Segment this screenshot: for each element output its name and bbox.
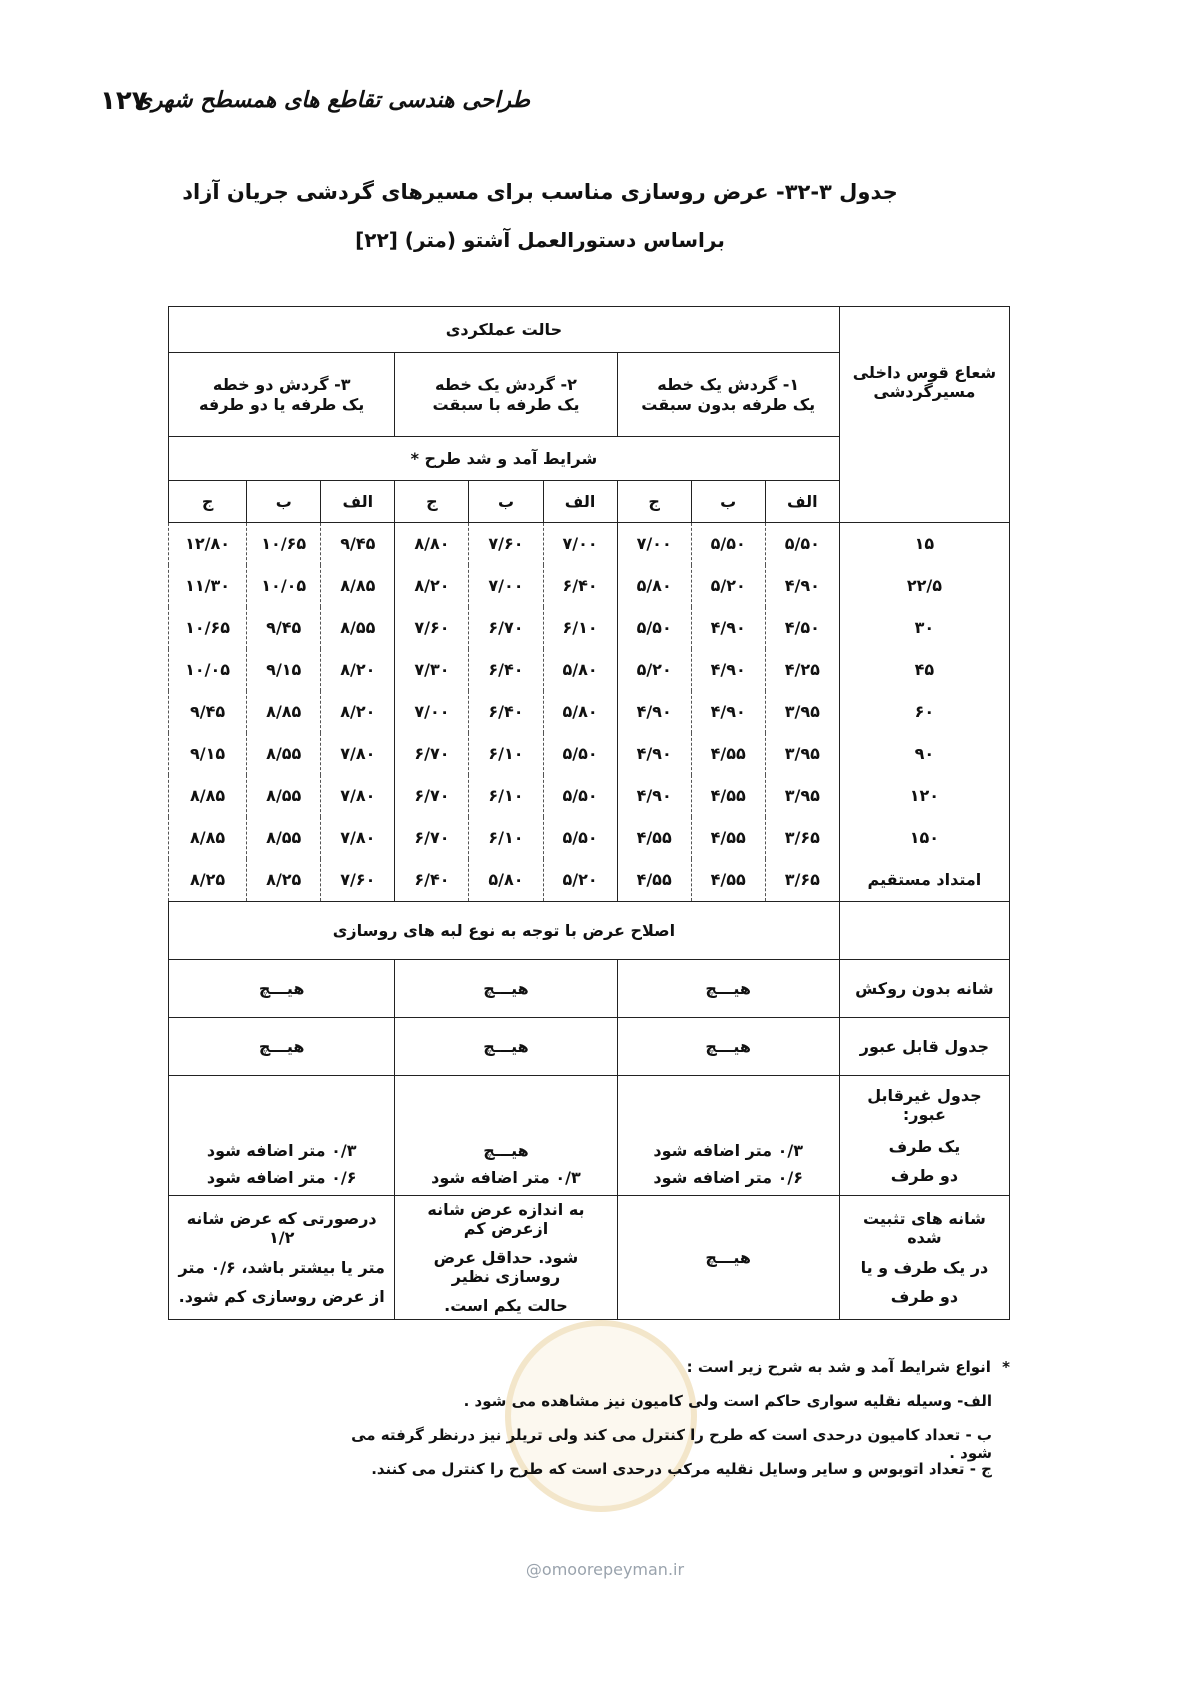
sub-header: ج xyxy=(169,481,247,523)
value-cell: ۸/۵۵ xyxy=(247,817,321,859)
value-cell: ۵/۵۰ xyxy=(765,523,839,566)
radius-cell: ۴۵ xyxy=(839,649,1009,691)
value-cell: ۴/۵۵ xyxy=(691,859,765,902)
value-cell: ۵/۵۰ xyxy=(543,733,617,775)
sub-header: الف xyxy=(321,481,395,523)
cell-line: متر یا بیشتر باشد، ۰/۶ متر xyxy=(178,1257,385,1277)
edge-value: هیـــچ xyxy=(169,1018,395,1076)
value-cell: ۹/۱۵ xyxy=(247,649,321,691)
edge-label: جدول قابل عبور xyxy=(839,1018,1009,1076)
sub-header: ج xyxy=(395,481,469,523)
value-cell: ۸/۸۵ xyxy=(169,775,247,817)
value-cell: ۱۰/۶۵ xyxy=(247,523,321,566)
value-cell: ۷/۰۰ xyxy=(617,523,691,566)
radius-cell: ۳۰ xyxy=(839,607,1009,649)
value-cell: ۶/۴۰ xyxy=(469,649,543,691)
operation-title: حالت عملکردی xyxy=(169,307,840,353)
non-mountable-label xyxy=(839,1076,1009,1196)
radius-cell: ۱۵ xyxy=(839,523,1009,566)
value-cell: ۵/۲۰ xyxy=(691,565,765,607)
value-cell: ۴/۹۰ xyxy=(691,607,765,649)
table-row xyxy=(169,691,1010,733)
value-cell: ۶/۱۰ xyxy=(469,775,543,817)
table-row xyxy=(169,565,1010,607)
value-cell: ۶/۱۰ xyxy=(469,817,543,859)
value-cell: ۶/۷۰ xyxy=(395,775,469,817)
edge-value: هیـــچ xyxy=(395,1018,617,1076)
label-line: دو طرف xyxy=(890,1165,959,1185)
table-row xyxy=(169,649,1010,691)
cell-line: شود. حداقل عرض روسازی نظیر xyxy=(433,1247,579,1287)
cell-line: ۰/۳ متر اضافه شود xyxy=(206,1140,357,1160)
value-cell: ۵/۵۰ xyxy=(543,775,617,817)
value-cell: ۱۰/۰۵ xyxy=(169,649,247,691)
table-row xyxy=(169,607,1010,649)
value-cell: ۸/۲۰ xyxy=(321,649,395,691)
value-cell: ۸/۲۰ xyxy=(395,565,469,607)
stabilized-case-3 xyxy=(169,1196,395,1320)
value-cell: ۹/۴۵ xyxy=(169,691,247,733)
value-cell: ۸/۵۵ xyxy=(247,775,321,817)
value-cell: ۵/۸۰ xyxy=(543,649,617,691)
edge-row xyxy=(169,1018,1010,1076)
cell-line: به اندازه عرض شانه ازعرض کم xyxy=(427,1199,585,1238)
radius-cell: امتداد مستقیم xyxy=(839,859,1009,902)
value-cell: ۳/۹۵ xyxy=(765,733,839,775)
value-cell: ۸/۵۵ xyxy=(247,733,321,775)
value-cell: ۴/۵۵ xyxy=(617,817,691,859)
sub-header: ب xyxy=(469,481,543,523)
value-cell: ۸/۵۵ xyxy=(321,607,395,649)
value-cell: ۶/۱۰ xyxy=(543,607,617,649)
value-cell: ۵/۵۰ xyxy=(691,523,765,566)
radius-cell: ۱۵۰ xyxy=(839,817,1009,859)
value-cell: ۷/۰۰ xyxy=(469,565,543,607)
correction-title: اصلاح عرض با توجه به نوع لبه های روسازی xyxy=(169,902,840,960)
cell-line: از عرض روسازی کم شود. xyxy=(178,1286,385,1306)
value-cell: ۴/۹۰ xyxy=(617,775,691,817)
value-cell: ۳/۶۵ xyxy=(765,817,839,859)
edge-label: شانه بدون روکش xyxy=(839,960,1009,1018)
value-cell: ۳/۹۵ xyxy=(765,691,839,733)
value-cell: ۱۰/۰۵ xyxy=(247,565,321,607)
non-mountable-row xyxy=(169,1076,1010,1196)
case-header-1 xyxy=(617,353,839,437)
footnote-b: ب - تعداد کامیون درحدی است که طرح را کنترل می کند ولی تریلر نیز درنظر گرفته می شود . xyxy=(351,1426,992,1462)
value-cell: ۶/۷۰ xyxy=(469,607,543,649)
value-cell: ۴/۵۵ xyxy=(691,733,765,775)
footnote-intro xyxy=(330,1358,1010,1392)
table-caption-line-2: براساس دستورالعمل آشتو (متر) [۲۲] xyxy=(355,228,725,252)
cell-line: ۰/۳ متر اضافه شود xyxy=(653,1140,803,1160)
stabilized-case-2 xyxy=(395,1196,617,1320)
value-cell: ۷/۳۰ xyxy=(395,649,469,691)
cell-line: ۰/۶ متر اضافه شود xyxy=(653,1167,803,1187)
case-header-2 xyxy=(395,353,617,437)
value-cell: ۹/۴۵ xyxy=(247,607,321,649)
value-cell: ۶/۴۰ xyxy=(395,859,469,902)
value-cell: ۹/۱۵ xyxy=(169,733,247,775)
edge-value: هیـــچ xyxy=(169,960,395,1018)
value-cell: ۴/۵۵ xyxy=(691,817,765,859)
value-cell: ۵/۵۰ xyxy=(617,607,691,649)
cell-line: درصورتی که عرض شانه ۱/۲ xyxy=(186,1209,377,1248)
table-row xyxy=(169,733,1010,775)
value-cell: ۶/۴۰ xyxy=(543,565,617,607)
value-cell: ۴/۵۵ xyxy=(617,859,691,902)
value-cell: ۵/۸۰ xyxy=(617,565,691,607)
stabilized-case-1: هیـــچ xyxy=(617,1196,839,1320)
value-cell: ۵/۵۰ xyxy=(543,817,617,859)
radius-cell: ۶۰ xyxy=(839,691,1009,733)
value-cell: ۷/۸۰ xyxy=(321,817,395,859)
label-line: جدول غیرقابل عبور: xyxy=(867,1086,982,1125)
value-cell: ۵/۲۰ xyxy=(543,859,617,902)
table-caption-line-1: جدول ۳-۳۲- عرض روسازی مناسب برای مسیرهای گردشی جریان آزاد xyxy=(182,180,898,204)
footnote-c: ج - تعداد اتوبوس و سایر وسایل نقلیه مرکب درحدی است که طرح را کنترل می کنند. xyxy=(371,1460,992,1478)
label-line: دو طرف xyxy=(890,1286,959,1306)
value-cell: ۷/۸۰ xyxy=(321,775,395,817)
value-cell: ۹/۴۵ xyxy=(321,523,395,566)
value-cell: ۷/۶۰ xyxy=(469,523,543,566)
sub-header: ب xyxy=(691,481,765,523)
table-row xyxy=(169,859,1010,902)
sub-header: ب xyxy=(247,481,321,523)
value-cell: ۶/۱۰ xyxy=(469,733,543,775)
edge-value: هیـــچ xyxy=(617,960,839,1018)
watermark-site: @omoorepeyman.ir xyxy=(525,1560,685,1579)
footnote-a: الف- وسیله نقلیه سواری حاکم است ولی کامیون نیز مشاهده می شود . xyxy=(463,1392,992,1410)
corner-header xyxy=(839,307,1009,523)
footnote-intro-text: انواع شرایط آمد و شد به شرح زیر است : xyxy=(686,1358,991,1376)
label-line: یک طرف xyxy=(888,1136,961,1156)
value-cell: ۴/۵۵ xyxy=(691,775,765,817)
value-cell: ۴/۹۰ xyxy=(765,565,839,607)
label-line: شانه های تثبیت شده xyxy=(862,1209,986,1248)
case-2-line-1: ۲- گردش یک خطه xyxy=(435,375,577,395)
value-cell: ۵/۸۰ xyxy=(469,859,543,902)
value-cell: ۱۲/۸۰ xyxy=(169,523,247,566)
cell-line: ۰/۶ متر اضافه شود xyxy=(206,1167,357,1187)
non-mountable-case-3 xyxy=(169,1076,395,1196)
value-cell: ۸/۲۵ xyxy=(247,859,321,902)
case-header-3 xyxy=(169,353,395,437)
value-cell: ۶/۴۰ xyxy=(469,691,543,733)
sub-header: الف xyxy=(543,481,617,523)
value-cell: ۴/۹۰ xyxy=(691,691,765,733)
value-cell: ۴/۵۰ xyxy=(765,607,839,649)
sub-header: ج xyxy=(617,481,691,523)
value-cell: ۵/۸۰ xyxy=(543,691,617,733)
footnotes xyxy=(330,1358,1010,1494)
width-table xyxy=(168,306,1010,1320)
cell-line: هیـــچ xyxy=(483,1140,529,1160)
edge-value: هیـــچ xyxy=(395,960,617,1018)
value-cell: ۸/۲۰ xyxy=(321,691,395,733)
case-3-line-1: ۳- گردش دو خطه xyxy=(212,375,351,395)
asterisk-icon: * xyxy=(1002,1358,1010,1376)
page-number: ۱۲۷ xyxy=(100,86,148,116)
value-cell: ۷/۶۰ xyxy=(321,859,395,902)
traffic-conditions-title: شرایط آمد و شد طرح * xyxy=(169,437,840,481)
value-cell: ۱۱/۳۰ xyxy=(169,565,247,607)
radius-cell: ۹۰ xyxy=(839,733,1009,775)
cell-line: ۰/۳ متر اضافه شود xyxy=(431,1167,581,1187)
value-cell: ۴/۹۰ xyxy=(617,733,691,775)
cell-line: حالت یکم است. xyxy=(444,1296,568,1316)
value-cell: ۴/۹۰ xyxy=(617,691,691,733)
edge-row xyxy=(169,960,1010,1018)
value-cell: ۷/۸۰ xyxy=(321,733,395,775)
label-line: در یک طرف و یا xyxy=(860,1257,989,1277)
value-cell: ۸/۸۵ xyxy=(169,817,247,859)
value-cell: ۳/۹۵ xyxy=(765,775,839,817)
value-cell: ۵/۲۰ xyxy=(617,649,691,691)
page-header xyxy=(100,86,530,126)
value-cell: ۷/۶۰ xyxy=(395,607,469,649)
non-mountable-case-2 xyxy=(395,1076,617,1196)
value-cell: ۸/۸۰ xyxy=(395,523,469,566)
sub-header: الف xyxy=(765,481,839,523)
value-cell: ۸/۲۵ xyxy=(169,859,247,902)
value-cell: ۴/۹۰ xyxy=(691,649,765,691)
value-cell: ۷/۰۰ xyxy=(395,691,469,733)
stabilized-row xyxy=(169,1196,1010,1320)
table-row xyxy=(169,817,1010,859)
radius-cell: ۱۲۰ xyxy=(839,775,1009,817)
table-row xyxy=(169,775,1010,817)
blank-cell xyxy=(839,902,1009,960)
value-cell: ۱۰/۶۵ xyxy=(169,607,247,649)
case-2-line-2: یک طرفه با سبقت xyxy=(432,394,580,414)
value-cell: ۳/۶۵ xyxy=(765,859,839,902)
value-cell: ۸/۸۵ xyxy=(247,691,321,733)
radius-cell: ۲۲/۵ xyxy=(839,565,1009,607)
case-1-line-2: یک طرفه بدون سبقت xyxy=(641,394,816,414)
running-title: طراحی هندسی تقاطع های همسطح شهری xyxy=(134,88,530,113)
value-cell: ۷/۰۰ xyxy=(543,523,617,566)
edge-value: هیـــچ xyxy=(617,1018,839,1076)
case-3-line-2: یک طرفه یا دو طرفه xyxy=(199,394,365,414)
value-cell: ۶/۷۰ xyxy=(395,817,469,859)
value-cell: ۴/۲۵ xyxy=(765,649,839,691)
corner-label: شعاع قوس داخلی مسیرگردشی xyxy=(852,363,997,402)
table-row xyxy=(169,523,1010,566)
non-mountable-case-1 xyxy=(617,1076,839,1196)
value-cell: ۶/۷۰ xyxy=(395,733,469,775)
stabilized-label xyxy=(839,1196,1009,1320)
case-1-line-1: ۱- گردش یک خطه xyxy=(657,375,800,395)
value-cell: ۸/۸۵ xyxy=(321,565,395,607)
